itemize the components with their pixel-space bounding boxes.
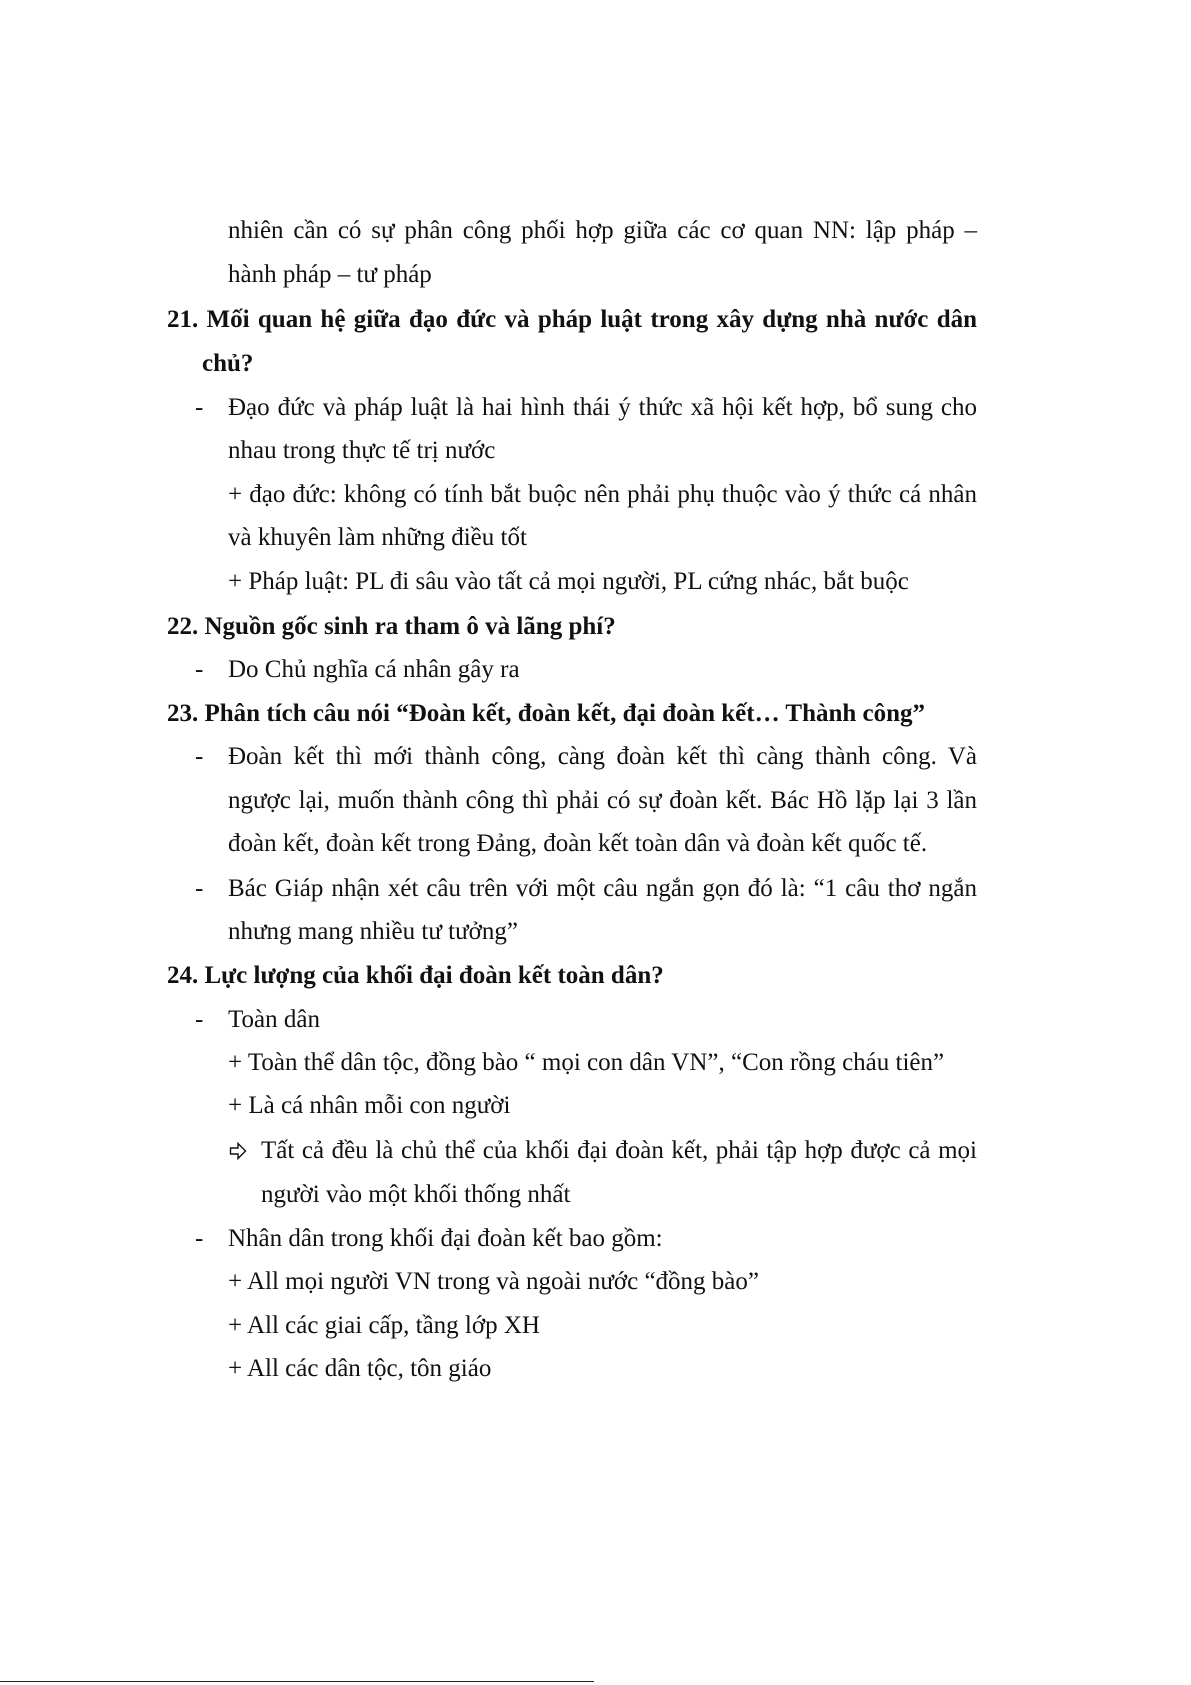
body-text-line: đoàn kết, đoàn kết trong Đảng, đoàn kết toàn dân và đoàn kết quốc tế.	[228, 830, 928, 857]
body-text-line: hành pháp – tư pháp	[228, 261, 432, 288]
body-text-line: và khuyên làm những điều tốt	[228, 524, 527, 551]
question-heading: 24. Lực lượng của khối đại đoàn kết toàn dân?	[167, 962, 664, 989]
body-text-line: Bác Giáp nhận xét câu trên với một câu ngắn gọn đó là: “1 câu thơ ngắn	[228, 875, 977, 902]
footer-rule	[0, 1681, 594, 1682]
right-arrow-outline-icon	[229, 1136, 247, 1166]
plus-item-line: + đạo đức: không có tính bắt buộc nên phải phụ thuộc vào ý thức cá nhân	[228, 481, 977, 508]
plus-item-line: + All mọi người VN trong và ngoài nước “đồng bào”	[228, 1268, 759, 1295]
question-heading-continuation: chủ?	[202, 350, 254, 377]
dash-bullet: -	[195, 875, 204, 902]
body-text-line: Nhân dân trong khối đại đoàn kết bao gồm:	[228, 1225, 663, 1252]
question-heading: 21. Mối quan hệ giữa đạo đức và pháp luật trong xây dựng nhà nước dân	[167, 306, 977, 333]
body-text-line: Đoàn kết thì mới thành công, càng đoàn kết thì càng thành công. Và	[228, 743, 977, 770]
body-text-line: Đạo đức và pháp luật là hai hình thái ý thức xã hội kết hợp, bổ sung cho	[228, 394, 977, 421]
plus-item-line: + Toàn thể dân tộc, đồng bào “ mọi con dân VN”, “Con rồng cháu tiên”	[228, 1049, 945, 1076]
dash-bullet: -	[195, 394, 204, 421]
body-text-line: nhưng mang nhiều tư tưởng”	[228, 918, 518, 945]
dash-bullet: -	[195, 1006, 204, 1033]
arrow-item-line: Tất cả đều là chủ thể của khối đại đoàn kết, phải tập hợp được cả mọi	[261, 1137, 977, 1164]
plus-item-line: + All các giai cấp, tầng lớp XH	[228, 1312, 540, 1339]
dash-bullet: -	[195, 1225, 204, 1252]
plus-item-line: + All các dân tộc, tôn giáo	[228, 1355, 492, 1382]
body-text-line: nhiên cần có sự phân công phối hợp giữa các cơ quan NN: lập pháp –	[228, 217, 977, 244]
body-text-line: Toàn dân	[228, 1006, 320, 1033]
dash-bullet: -	[195, 743, 204, 770]
question-heading: 23. Phân tích câu nói “Đoàn kết, đoàn kết, đại đoàn kết… Thành công”	[167, 700, 926, 727]
plus-item-line: + Pháp luật: PL đi sâu vào tất cả mọi người, PL cứng nhác, bắt buộc	[228, 568, 909, 595]
body-text-line: người vào một khối thống nhất	[261, 1181, 571, 1208]
body-text-line: nhau trong thực tế trị nước	[228, 437, 496, 464]
body-text-line: Do Chủ nghĩa cá nhân gây ra	[228, 656, 520, 683]
dash-bullet: -	[195, 656, 204, 683]
plus-item-line: + Là cá nhân mỗi con người	[228, 1092, 511, 1119]
question-heading: 22. Nguồn gốc sinh ra tham ô và lãng phí?	[167, 613, 616, 640]
body-text-line: ngược lại, muốn thành công thì phải có sự đoàn kết. Bác Hồ lặp lại 3 lần	[228, 787, 977, 814]
